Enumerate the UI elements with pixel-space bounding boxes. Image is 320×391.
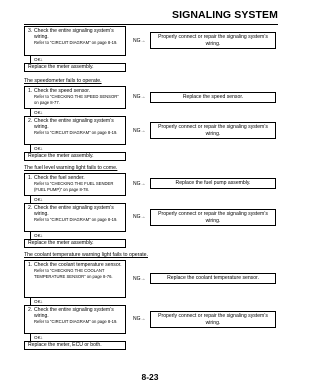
ng-result-text: Properly connect or repair the signaling system’s wiring. <box>158 124 268 137</box>
section-title: The speedometer fails to operate. <box>24 78 102 84</box>
ng-label: NG→ <box>133 38 146 44</box>
final-action-text: Replace the meter assembly. <box>28 64 94 71</box>
step-text: Check the entire signaling system’s wiring. <box>34 307 114 320</box>
ng-result-text: Replace the fuel pump assembly. <box>175 180 251 187</box>
ng-result-box <box>150 311 276 328</box>
ng-result-box <box>150 92 276 103</box>
step-reference: Refer to “CIRCUIT DIAGRAM” on page 8-19. <box>34 217 118 223</box>
step-reference: Refer to “CHECKING THE SPEED SENSOR” on page 8-77. <box>34 94 119 106</box>
ok-label: OK↓ <box>30 232 43 239</box>
step-number: 2. <box>28 118 33 124</box>
final-action-box <box>24 341 126 350</box>
step-reference: Refer to “CIRCUIT DIAGRAM” on page 8-19. <box>34 130 118 136</box>
ng-label: NG→ <box>133 214 146 220</box>
final-action-box <box>24 239 126 248</box>
step-number: 2. <box>28 205 33 211</box>
step-reference: Refer to “CHECKING THE FUEL SENDER (FUEL PUMP)” on page 8-78. <box>34 181 114 193</box>
step-text: Check the speed sensor. <box>34 88 91 94</box>
final-action-text: Replace the meter assembly. <box>28 240 94 247</box>
page-number: 8-23 <box>141 372 159 382</box>
ng-result-text: Replace the coolant temperature sensor. <box>167 275 259 282</box>
ng-label: NG→ <box>133 94 146 100</box>
step-number: 1. <box>28 175 33 181</box>
ng-result-text: Properly connect or repair the signaling system’s wiring. <box>158 313 268 326</box>
step-number: 1. <box>28 262 33 268</box>
ng-result-box <box>150 178 276 189</box>
ok-label: OK↓ <box>30 145 43 152</box>
step-reference: Refer to “CIRCUIT DIAGRAM” on page 8-19. <box>34 319 118 325</box>
step-box <box>24 26 126 56</box>
step-box <box>24 86 126 109</box>
step-box <box>24 305 126 334</box>
step-text: Check the entire signaling system’s wiring. <box>34 28 114 41</box>
step-box <box>24 203 126 232</box>
step-text: Check the entire signaling system’s wiring. <box>34 205 114 218</box>
step-reference: Refer to “CIRCUIT DIAGRAM” on page 8-19. <box>34 40 118 46</box>
ng-result-text: Properly connect or repair the signaling system’s wiring. <box>158 211 268 224</box>
step-text: Check the entire signaling system’s wiring. <box>34 118 114 131</box>
ok-label: OK↓ <box>30 298 43 305</box>
step-box <box>24 260 126 298</box>
ng-label: NG→ <box>133 316 146 322</box>
step-number: 2. <box>28 307 33 313</box>
ng-result-text: Replace the speed sensor. <box>182 94 244 101</box>
final-action-text: Replace the meter assembly. <box>28 153 94 160</box>
step-number: 1. <box>28 88 33 94</box>
ng-result-box <box>150 122 276 139</box>
step-text: Check the coolant temperature sensor. <box>34 262 122 268</box>
final-action-box <box>24 152 126 161</box>
ng-label: NG→ <box>133 128 146 134</box>
final-action-box <box>24 63 126 72</box>
step-box <box>24 116 126 145</box>
ng-result-box <box>150 32 276 49</box>
ng-result-box <box>150 209 276 226</box>
ng-label: NG→ <box>133 181 146 187</box>
step-number: 3. <box>28 28 33 34</box>
final-action-text: Replace the meter, ECU or both. <box>28 342 102 349</box>
section-title: The coolant temperature warning light fails to operate. <box>24 252 148 258</box>
ok-label: OK↓ <box>30 196 43 203</box>
ng-result-text: Properly connect or repair the signaling system’s wiring. <box>158 34 268 47</box>
section-title: The fuel level warning light fails to come. <box>24 165 118 171</box>
ng-label: NG→ <box>133 276 146 282</box>
ok-label: OK↓ <box>30 334 43 341</box>
ng-result-box <box>150 273 276 284</box>
step-box <box>24 173 126 196</box>
ok-label: OK↓ <box>30 56 43 63</box>
step-text: Check the fuel sender. <box>34 175 85 181</box>
header-rule <box>24 24 278 25</box>
ok-label: OK↓ <box>30 109 43 116</box>
step-reference: Refer to “CHECKING THE COOLANT TEMPERATURE SENSOR” on page 8-76. <box>34 268 113 280</box>
page-header-title: SIGNALING SYSTEM <box>171 9 278 21</box>
